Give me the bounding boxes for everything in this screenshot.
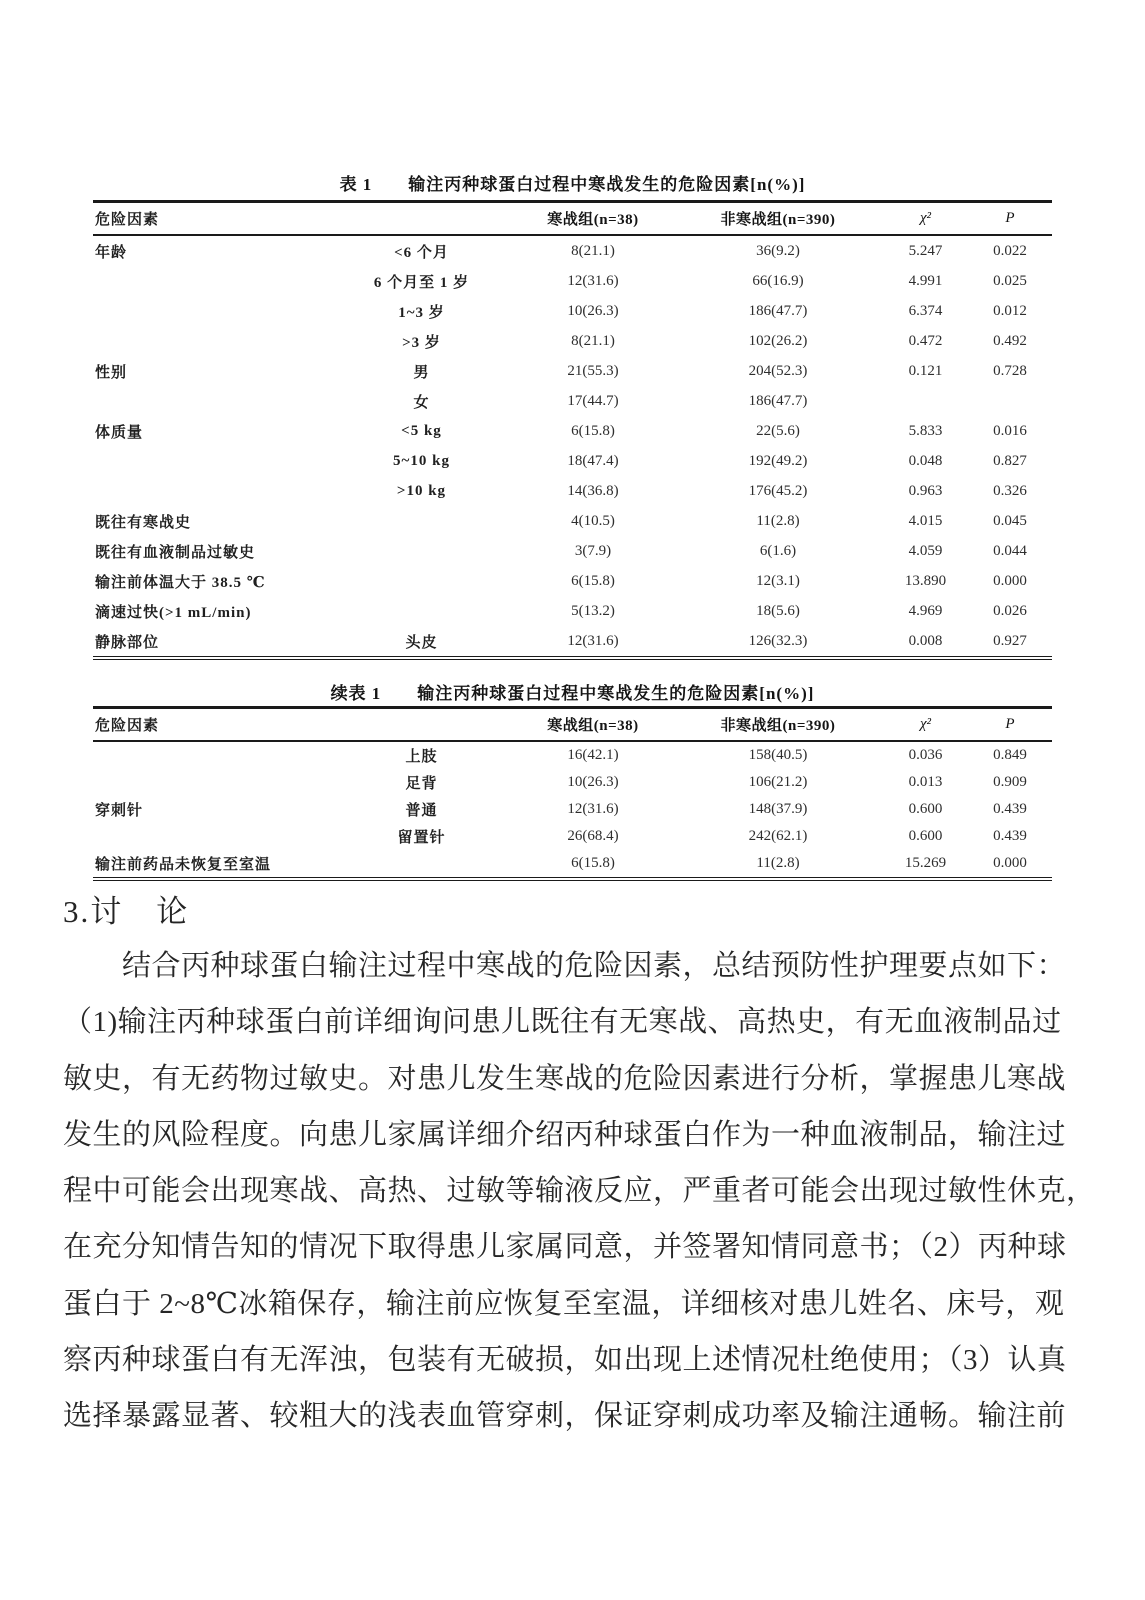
table-row (93, 536, 1052, 566)
table2-title: 续表 1 输注丙种球蛋白过程中寒战发生的危险因素[n(%)] (330, 684, 815, 703)
table-row (93, 850, 1052, 877)
table-cell-factor: 既往有血液制品过敏史 (95, 544, 256, 561)
table-cell-p: 0.492 (993, 332, 1027, 349)
table-cell-chi: 0.963 (908, 482, 943, 499)
table-cell-p: 0.927 (993, 632, 1027, 649)
table-cell-p: 0.045 (993, 512, 1027, 529)
paragraph-line: 察丙种球蛋白有无浑浊，包装有无破损，如出现上述情况杜绝使用；（3）认真 (63, 1344, 1067, 1377)
table-cell-g2: 186(47.7) (748, 302, 808, 319)
table-cell-sub: 足背 (405, 776, 438, 792)
table-cell-chi: 0.121 (908, 362, 943, 379)
table-row (93, 386, 1052, 416)
paragraph-line: 结合丙种球蛋白输注过程中寒战的危险因素，总结预防性护理要点如下： (63, 950, 1067, 982)
table-cell-g1: 26(68.4) (567, 828, 619, 844)
table-cell-chi: 4.969 (908, 602, 943, 619)
table-cell-sub: <5 kg (401, 422, 442, 439)
table-cell-g2: 66(16.9) (752, 272, 804, 289)
table-cell-chi: 5.833 (908, 422, 943, 439)
table-cell-factor: 性别 (95, 364, 128, 381)
table-cell-factor: 输注前体温大于 38.5 ℃ (95, 574, 266, 591)
table-row (93, 296, 1052, 326)
table-cell-p: 0.439 (993, 801, 1027, 817)
table-cell-g2: 36(9.2) (756, 242, 800, 259)
table-cell-factor: 体质量 (95, 424, 144, 441)
table-cell-g1: 6(15.8) (571, 422, 615, 439)
table-cell-chi: 4.991 (908, 272, 943, 289)
table-row (93, 506, 1052, 536)
paragraph-line: 敏史，有无药物过敏史。对患儿发生寒战的危险因素进行分析，掌握患儿寒战 (63, 1062, 1067, 1095)
table-cell-g2: 6(1.6) (759, 542, 797, 559)
column-header-risk-factor: 危险因素 (95, 718, 160, 734)
table-cell-p: 0.000 (993, 855, 1027, 871)
table-row (93, 356, 1052, 386)
table-cell-g1: 8(21.1) (571, 332, 615, 349)
table1-header-row (93, 203, 1052, 236)
table-cell-g2: 176(45.2) (748, 482, 808, 499)
table-cell-g2: 18(5.6) (756, 602, 800, 619)
table-cell-chi: 0.600 (908, 828, 943, 844)
table-row (93, 446, 1052, 476)
table-cell-sub: 上肢 (405, 749, 438, 765)
table-cell-p: 0.022 (993, 242, 1027, 259)
table-row (93, 823, 1052, 850)
table-cell-sub: 普通 (405, 803, 438, 819)
paragraph-line: 程中可能会出现寒战、高热、过敏等输液反应，严重者可能会出现过敏性休克， (63, 1175, 1096, 1208)
table-row (93, 796, 1052, 823)
table-cell-sub: 头皮 (405, 634, 438, 651)
table1-body (93, 236, 1052, 656)
column-header-chill-group: 寒战组(n=38) (547, 718, 639, 734)
table-row (93, 769, 1052, 796)
table-cell-g1: 4(10.5) (571, 512, 615, 529)
table-cell-g1: 21(55.3) (567, 362, 619, 379)
table-cell-g2: 22(5.6) (756, 422, 800, 439)
table-cell-g2: 186(47.7) (748, 392, 808, 409)
table-cell-p: 0.326 (993, 482, 1027, 499)
paragraph-line: 蛋白于 2~8℃冰箱保存，输注前应恢复至室温，详细核对患儿姓名、床号，观 (63, 1287, 1065, 1320)
table-cell-p: 0.909 (993, 774, 1027, 790)
table-cell-p: 0.044 (993, 542, 1027, 559)
table-cell-factor: 穿刺针 (95, 803, 144, 819)
table-cell-g1: 3(7.9) (574, 542, 612, 559)
table-cell-sub: 5~10 kg (393, 452, 450, 469)
table-cell-sub: 6 个月至 1 岁 (373, 274, 470, 291)
table-cell-chi: 0.048 (908, 452, 943, 469)
table-cell-sub: <6 个月 (394, 244, 449, 261)
table-cell-g1: 5(13.2) (571, 602, 615, 619)
table-cell-g2: 106(21.2) (748, 774, 808, 790)
paragraph-line: 选择暴露显著、较粗大的浅表血管穿刺，保证穿刺成功率及输注通畅。输注前 (63, 1400, 1067, 1433)
table2-body (93, 742, 1052, 877)
table-cell-g1: 12(31.6) (567, 632, 619, 649)
table-cell-g1: 10(26.3) (567, 302, 619, 319)
table-cell-chi: 0.036 (908, 747, 943, 763)
table-cell-chi: 6.374 (908, 302, 943, 319)
table-cell-g2: 11(2.8) (756, 512, 800, 529)
table-cell-sub: 女 (413, 394, 430, 411)
table-cell-g1: 16(42.1) (567, 747, 619, 763)
paragraph-line: 在充分知情告知的情况下取得患儿家属同意，并签署知情同意书；（2）丙种球 (63, 1231, 1067, 1264)
table-cell-factor: 既往有寒战史 (95, 514, 192, 531)
table-row (93, 742, 1052, 769)
column-header-nonchill-group: 非寒战组(n=390) (720, 718, 836, 734)
table-cell-g1: 12(31.6) (567, 801, 619, 817)
table-cell-g2: 242(62.1) (748, 828, 808, 844)
table-cell-g2: 11(2.8) (756, 855, 800, 871)
table-cell-p: 0.025 (993, 272, 1027, 289)
table-cell-sub: >10 kg (396, 482, 447, 499)
table-cell-g1: 17(44.7) (567, 392, 619, 409)
table-cell-chi: 13.890 (904, 572, 947, 589)
discussion-paragraph (63, 938, 1096, 1445)
table-cell-p: 0.012 (993, 302, 1027, 319)
table1-title: 表 1 输注丙种球蛋白过程中寒战发生的危险因素[n(%)] (339, 175, 806, 194)
table2 (93, 706, 1052, 881)
column-header-chi-square: χ² (919, 716, 932, 732)
table-row (93, 416, 1052, 446)
table-cell-chi: 0.600 (908, 801, 943, 817)
table-cell-chi: 15.269 (904, 855, 947, 871)
column-header-nonchill-group: 非寒战组(n=390) (720, 212, 836, 228)
table-row (93, 626, 1052, 656)
paragraph-line: 发生的风险程度。向患儿家属详细介绍丙种球蛋白作为一种血液制品，输注过 (63, 1118, 1067, 1151)
table-cell-g2: 102(26.2) (748, 332, 808, 349)
table-cell-g1: 8(21.1) (571, 242, 615, 259)
table-cell-g1: 14(36.8) (567, 482, 619, 499)
table-row (93, 476, 1052, 506)
table-row (93, 236, 1052, 266)
table-cell-g2: 158(40.5) (748, 747, 808, 763)
table-cell-g2: 126(32.3) (748, 632, 808, 649)
table-cell-g1: 6(15.8) (571, 572, 615, 589)
table-cell-sub: 1~3 岁 (398, 304, 445, 321)
table2-header-row (93, 709, 1052, 742)
table-cell-chi: 4.015 (908, 512, 943, 529)
table-row (93, 326, 1052, 356)
table-cell-p: 0.000 (993, 572, 1027, 589)
table-cell-p: 0.849 (993, 747, 1027, 763)
table-cell-factor: 年龄 (95, 244, 128, 261)
table-cell-factor: 输注前药品未恢复至室温 (95, 857, 272, 873)
table-cell-factor: 静脉部位 (95, 634, 160, 651)
column-header-risk-factor: 危险因素 (95, 212, 160, 228)
table-cell-sub: >3 岁 (402, 334, 441, 351)
table-cell-g2: 192(49.2) (748, 452, 808, 469)
table-cell-p: 0.439 (993, 828, 1027, 844)
table-cell-sub: 男 (413, 364, 430, 381)
table-cell-chi: 0.472 (908, 332, 943, 349)
table-row (93, 266, 1052, 296)
table-cell-g1: 6(15.8) (571, 855, 615, 871)
table-cell-chi: 0.008 (908, 632, 943, 649)
table-cell-chi: 5.247 (908, 242, 943, 259)
table-cell-p: 0.026 (993, 602, 1027, 619)
table-cell-factor: 滴速过快(>1 mL/min) (95, 604, 252, 621)
paragraph-line: （1)输注丙种球蛋白前详细询问患儿既往有无寒战、高热史，有无血液制品过 (63, 1006, 1062, 1039)
table-cell-p: 0.016 (993, 422, 1027, 439)
table-row (93, 596, 1052, 626)
table-cell-sub: 留置针 (397, 830, 446, 846)
table-cell-p: 0.827 (993, 452, 1027, 469)
table1 (93, 200, 1052, 660)
table-cell-g1: 18(47.4) (567, 452, 619, 469)
table-row (93, 566, 1052, 596)
table-cell-p: 0.728 (993, 362, 1027, 379)
column-header-chill-group: 寒战组(n=38) (547, 212, 639, 228)
table-cell-g2: 148(37.9) (748, 801, 808, 817)
table-cell-g1: 10(26.3) (567, 774, 619, 790)
column-header-p-value: P (1005, 210, 1015, 226)
table-cell-g2: 12(3.1) (756, 572, 800, 589)
section-heading-discussion: 3.讨 论 (63, 894, 190, 929)
table-cell-g1: 12(31.6) (567, 272, 619, 289)
table-cell-chi: 4.059 (908, 542, 943, 559)
column-header-p-value: P (1005, 716, 1015, 732)
table-cell-g2: 204(52.3) (748, 362, 808, 379)
table-cell-chi: 0.013 (908, 774, 943, 790)
column-header-chi-square: χ² (919, 210, 932, 226)
